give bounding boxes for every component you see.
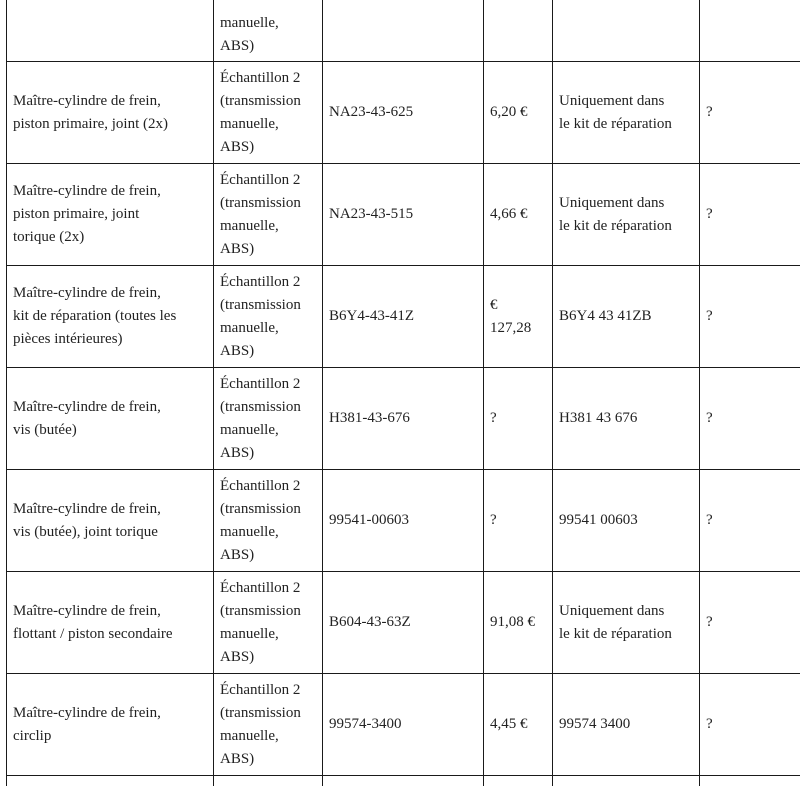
description-cell (7, 0, 214, 62)
notes-line: B6Y4 43 41ZB (559, 308, 652, 324)
empty-cell (700, 776, 800, 787)
description-line: vis (butée) (13, 421, 77, 438)
source-line: Échantillon 2 (220, 171, 301, 188)
table-row (7, 470, 800, 572)
part-number-cell: NA23-43-625 (323, 62, 484, 164)
source-line: manuelle, (220, 217, 279, 234)
description-line: Maître-cylindre de frein, (13, 285, 161, 301)
source-line: ABS) (220, 750, 255, 767)
availability-cell: ? (700, 674, 800, 776)
source-cell (214, 470, 323, 572)
source-line: Échantillon 2 (220, 69, 301, 86)
source-line: Échantillon 2 (220, 375, 301, 392)
availability-cell: ? (700, 470, 800, 572)
price-line: 127,28 (490, 319, 532, 336)
availability-cell: ? (700, 572, 800, 674)
availability-cell: ? (700, 368, 800, 470)
notes-line: 99541 00603 (559, 512, 638, 528)
description-cell (7, 164, 214, 266)
parts-table-body (7, 0, 800, 786)
notes-line: Uniquement dans (559, 92, 665, 109)
source-line: manuelle, (220, 115, 279, 132)
source-line: (transmission (220, 296, 301, 313)
source-cell (214, 368, 323, 470)
price-line: 6,20 € (490, 104, 528, 120)
availability-cell: ? (700, 266, 800, 368)
source-line: ABS) (220, 240, 255, 257)
source-line: ABS) (220, 38, 255, 54)
description-line: piston primaire, joint (2x) (13, 115, 168, 132)
part-number-cell: H381-43-676 (323, 368, 484, 470)
price-cell (484, 674, 553, 776)
availability-cell (700, 0, 800, 62)
description-line: Maître-cylindre de frein, (13, 704, 161, 721)
notes-line: Uniquement dans (559, 602, 665, 619)
empty-cell (214, 776, 323, 787)
source-line: ABS) (220, 546, 255, 563)
source-line: manuelle, (220, 523, 279, 540)
part-number-cell: B604-43-63Z (323, 572, 484, 674)
notes-cell (553, 368, 700, 470)
availability-cell: ? (700, 62, 800, 164)
source-line: manuelle, (220, 727, 279, 744)
price-cell (484, 470, 553, 572)
source-cell (214, 266, 323, 368)
table-row (7, 674, 800, 776)
source-line: ABS) (220, 648, 255, 665)
description-line: Maître-cylindre de frein, (13, 183, 161, 199)
part-number-cell (323, 0, 484, 62)
description-line: Maître-cylindre de frein, (13, 398, 161, 415)
notes-line: Uniquement dans (559, 194, 665, 211)
description-cell (7, 266, 214, 368)
empty-cell (484, 776, 553, 787)
source-line: Échantillon 2 (220, 273, 301, 290)
notes-cell (553, 0, 700, 62)
source-line: Échantillon 2 (220, 477, 301, 494)
description-cell (7, 470, 214, 572)
table-row-partial (7, 0, 800, 62)
price-line: 4,45 € (490, 716, 528, 732)
notes-cell (553, 470, 700, 572)
price-line: € (490, 296, 498, 313)
notes-line: le kit de réparation (559, 115, 672, 132)
description-cell (7, 674, 214, 776)
price-line: ? (490, 512, 497, 528)
source-cell (214, 0, 323, 62)
source-line: (transmission (220, 92, 301, 109)
price-cell (484, 368, 553, 470)
table-row (7, 164, 800, 266)
source-line: Échantillon 2 (220, 681, 301, 698)
price-cell (484, 266, 553, 368)
parts-table (6, 0, 800, 786)
description-line: flottant / piston secondaire (13, 625, 173, 642)
description-line: vis (butée), joint torique (13, 523, 158, 540)
source-line: manuelle, (220, 625, 279, 642)
description-line: Maître-cylindre de frein, (13, 92, 161, 109)
empty-cell (323, 776, 484, 787)
notes-cell (553, 164, 700, 266)
source-cell (214, 572, 323, 674)
table-row-partial (7, 776, 800, 787)
notes-line: le kit de réparation (559, 625, 672, 642)
source-line: manuelle, (220, 319, 279, 336)
source-line: Échantillon 2 (220, 579, 301, 596)
part-number-cell: NA23-43-515 (323, 164, 484, 266)
source-line: ABS) (220, 138, 255, 155)
notes-cell (553, 572, 700, 674)
description-line: torique (2x) (13, 229, 85, 245)
description-line: kit de réparation (toutes les (13, 308, 177, 324)
empty-cell (553, 776, 700, 787)
source-line: (transmission (220, 602, 301, 619)
table-row (7, 266, 800, 368)
source-line: (transmission (220, 500, 301, 517)
table-row (7, 572, 800, 674)
price-cell (484, 164, 553, 266)
part-number-cell: 99541-00603 (323, 470, 484, 572)
source-line: ABS) (220, 444, 255, 461)
description-line: pièces intérieures) (13, 331, 123, 347)
price-line: 4,66 € (490, 206, 528, 222)
source-line: ABS) (220, 342, 255, 359)
price-cell (484, 0, 553, 62)
notes-cell (553, 266, 700, 368)
description-cell (7, 62, 214, 164)
source-cell (214, 164, 323, 266)
availability-cell: ? (700, 164, 800, 266)
empty-cell (7, 776, 214, 787)
description-cell (7, 572, 214, 674)
source-cell (214, 62, 323, 164)
notes-line: 99574 3400 (559, 716, 631, 732)
table-row (7, 62, 800, 164)
notes-cell (553, 674, 700, 776)
source-line: manuelle, (220, 421, 279, 438)
notes-line: H381 43 676 (559, 410, 638, 426)
table-row (7, 368, 800, 470)
part-number-cell: 99574-3400 (323, 674, 484, 776)
source-cell (214, 674, 323, 776)
notes-line: le kit de réparation (559, 217, 672, 234)
part-number-cell: B6Y4-43-41Z (323, 266, 484, 368)
price-cell (484, 572, 553, 674)
description-line: Maître-cylindre de frein, (13, 500, 161, 517)
notes-cell (553, 62, 700, 164)
source-line: (transmission (220, 194, 301, 211)
source-line: (transmission (220, 704, 301, 721)
description-line: Maître-cylindre de frein, (13, 602, 161, 619)
source-line: manuelle, (220, 15, 279, 31)
price-line: ? (490, 410, 497, 426)
description-line: circlip (13, 727, 52, 744)
price-cell (484, 62, 553, 164)
source-line: (transmission (220, 398, 301, 415)
description-line: piston primaire, joint (13, 206, 140, 222)
price-line: 91,08 € (490, 614, 535, 630)
description-cell (7, 368, 214, 470)
